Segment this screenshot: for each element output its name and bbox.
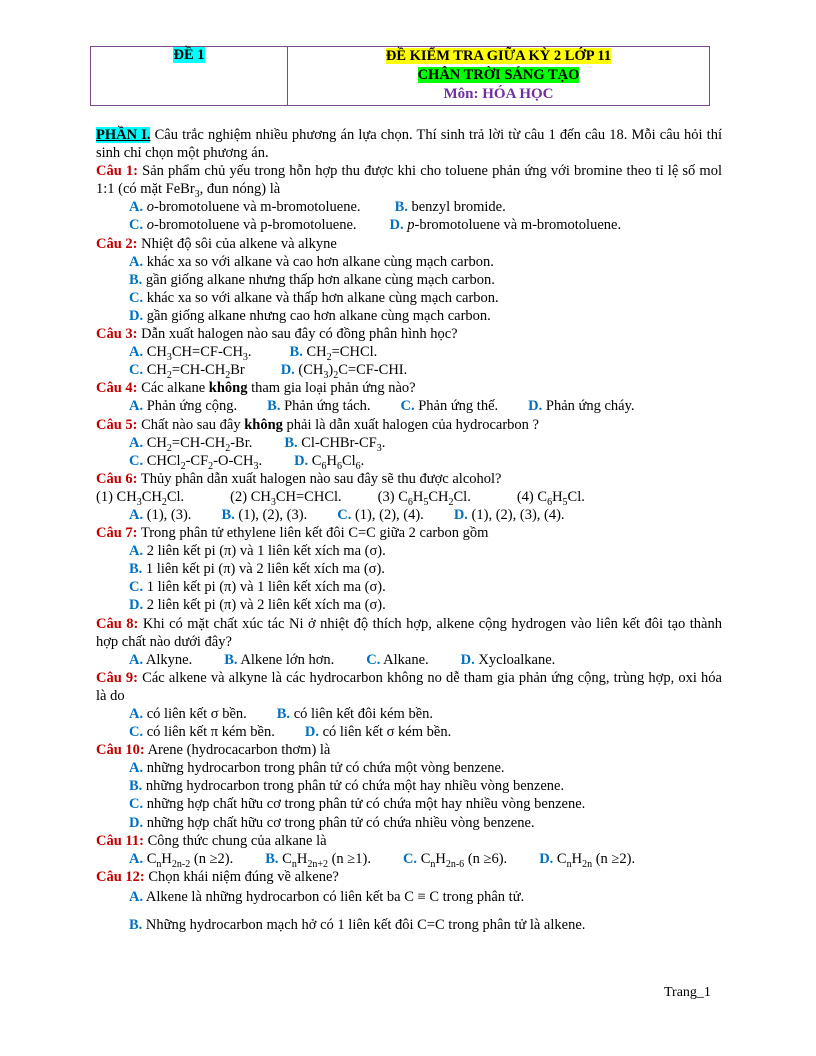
page-number: Trang_1 (664, 985, 711, 1000)
exam-code: ĐỀ 1 (173, 47, 205, 63)
q6-options: A. (1), (3). B. (1), (2), (3). C. (1), (2), (4). D. (1), (2), (3), (4). (129, 506, 565, 523)
exam-subject: Môn: HÓA HỌC (443, 86, 554, 102)
q2-option-d: D. gần giống alkane nhưng cao hơn alkane cùng mạch carbon. (129, 307, 491, 324)
q3-options-row2: C. $CH_2=CH-CH_2Br$ D. $(CH_3)_2C=CF$-CHI. (129, 362, 408, 382)
q10-option-b: B. những hydrocarbon trong phân tử có chứa một hay nhiều vòng benzene. (129, 778, 565, 795)
q7-option-a: A. 2 liên kết pi (π) và 1 liên kết xích ma (σ). (129, 543, 386, 560)
q12-option-a: A. Alkene là những hydrocarbon có liên kết ba C ≡ C trong phân tử. (129, 888, 525, 905)
q9-options-row1: A. có liên kết σ bền. B. có liên kết đôi kém bền. (129, 706, 434, 722)
question-1: Câu 1: Sản phẩm chủ yếu trong hỗn hợp thu được khi cho toluene phản ứng với bromine theo tỉ lệ số mol 1:1 (có mặt FeBr$_3$, đun nóng) là (96, 163, 722, 201)
q9-options-row2: C. có liên kết π kém bền. D. có liên kết σ kém bền. (129, 724, 452, 741)
header-code-cell (91, 47, 288, 106)
question-4: Câu 4: Các alkane không tham gia loại phản ứng nào? (96, 380, 416, 397)
exam-series: CHÂN TRỜI SÁNG TẠO (417, 67, 580, 83)
exam-content (96, 126, 722, 934)
q5-options-row2: C. $CHCl_2-CF_2-O-CH_3$. D. $C_6H_6Cl_6$. (129, 452, 365, 472)
q10-option-c: C. những hợp chất hữu cơ trong phân tử có chứa một hay nhiều vòng benzene. (129, 796, 586, 813)
question-2: Câu 2: Nhiệt độ sôi của alkene và alkyne (96, 235, 337, 252)
q3-options-row1: A. $CH_3CH=CF-CH_3$. B. $CH_2=CHCl$. (129, 344, 378, 364)
q5-options-row1: A. $CH_2=CH-CH_2-Br$. B. $Cl-CHBr-CF_3$. (129, 434, 386, 454)
question-5: Câu 5: Chất nào sau đây không phải là dẫn xuất halogen của hydrocarbon ? (96, 416, 539, 433)
question-12: Câu 12: Chọn khái niệm đúng về alkene? (96, 868, 339, 885)
q1-options-row1: A. o-bromotoluene và m-bromotoluene. B. benzyl bromide. (129, 199, 506, 216)
q10-option-a: A. những hydrocarbon trong phân tử có chứa một vòng benzene. (129, 760, 505, 777)
part1-intro: PHẦN I. Câu trắc nghiệm nhiều phương án lựa chọn. Thí sinh trả lời từ câu 1 đến câu 18. Mỗi câu hỏi thí sinh chỉ chọn một phương án. (96, 127, 722, 162)
q10-option-d: D. những hợp chất hữu cơ trong phân tử có chứa nhiều vòng benzene. (129, 814, 535, 831)
question-7: Câu 7: Trong phân tử ethylene liên kết đôi C=C giữa 2 carbon gồm (96, 525, 489, 542)
header-table (90, 46, 710, 106)
q8-options: A. Alkyne. B. Alkene lớn hơn. C. Alkane. D. Xycloalkane. (129, 651, 556, 668)
q2-option-a: A. khác xa so với alkane và cao hơn alkane cùng mạch carbon. (129, 253, 494, 270)
q12-option-b: B. Những hydrocarbon mạch hở có 1 liên kết đôi C=C trong phân tử là alkene. (129, 917, 586, 934)
header-title-cell (288, 47, 710, 106)
q2-option-b: B. gần giống alkane nhưng thấp hơn alkane cùng mạch carbon. (129, 271, 495, 288)
question-10: Câu 10: Arene (hydrocacarbon thơm) là (96, 742, 331, 759)
q6-substances: (1) $CH_3CH_2Cl$. (2) $CH_3CH=CHCl$. (3) $C_6H_5CH_2Cl$. (4) $C_6H_5Cl$. (96, 488, 585, 508)
q2-option-c: C. khác xa so với alkane và thấp hơn alkane cùng mạch carbon. (129, 289, 499, 306)
question-8: Câu 8: Khi có mặt chất xúc tác Ni ở nhiệt độ thích hợp, alkene cộng hydrogen vào liên kết đôi tạo thành hợp chất nào dưới đây? (96, 615, 722, 650)
q7-option-c: C. 1 liên kết pi (π) và 1 liên kết xích ma (σ). (129, 579, 386, 596)
q4-options: A. Phản ứng cộng. B. Phản ứng tách. C. Phản ứng thế. D. Phản ứng cháy. (129, 398, 635, 415)
question-11: Câu 11: Công thức chung của alkane là (96, 832, 327, 849)
q7-option-b: B. 1 liên kết pi (π) và 2 liên kết xích ma (σ). (129, 561, 385, 578)
question-9: Câu 9: Các alkene và alkyne là các hydrocarbon không no dễ tham gia phản ứng cộng, trùng hợp, oxi hóa là do (96, 669, 722, 704)
q11-options: A. $C_nH_{2n-2}$ (n ≥2). B. $C_nH_{2n+2}$ (n ≥1). C. $C_nH_{2n-6}$ (n ≥6). D. $C_nH_{2n}$ (n ≥2). (129, 850, 636, 870)
question-6: Câu 6: Thủy phân dẫn xuất halogen nào sau đây sẽ thu được alcohol? (96, 470, 502, 487)
question-3: Câu 3: Dẫn xuất halogen nào sau đây có đồng phân hình học? (96, 326, 458, 343)
q7-option-d: D. 2 liên kết pi (π) và 2 liên kết xích ma (σ). (129, 597, 386, 614)
exam-title: ĐỀ KIỂM TRA GIỮA KỲ 2 LỚP 11 (385, 48, 612, 64)
q1-options-row2: C. o-bromotoluene và p-bromotoluene. D. p-bromotoluene và m-bromotoluene. (129, 217, 622, 234)
